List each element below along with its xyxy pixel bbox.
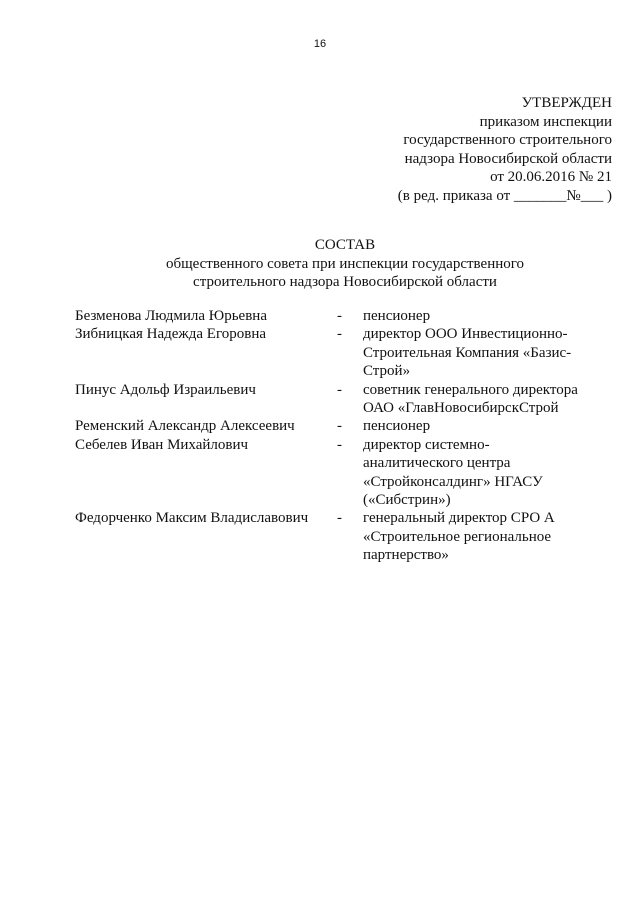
member-role-line: пенсионер xyxy=(363,418,431,435)
member-dash: - xyxy=(337,326,342,343)
member-role-line: пенсионер xyxy=(363,308,431,324)
member-role-line: «Строительное региональное xyxy=(363,528,552,545)
title-subtitle-line: общественного совета при инспекции государственного xyxy=(165,255,525,272)
member-name: Зибницкая Надежда Егоровна xyxy=(75,326,267,343)
approval-authority: государственного строительного xyxy=(403,132,612,149)
document-title xyxy=(0,236,640,292)
member-role-line: ОАО «ГлавНовосибирскСтрой xyxy=(363,400,559,417)
member-role-line: партнерство» xyxy=(363,547,449,564)
page-number: 16 xyxy=(313,38,327,50)
approval-authority-region: надзора Новосибирской области xyxy=(404,150,612,167)
member-role xyxy=(363,381,613,418)
member-dash: - xyxy=(337,381,342,398)
member-name: Безменова Людмила Юрьевна xyxy=(75,308,267,324)
member-row xyxy=(75,307,615,325)
member-name: Федорченко Максим Владиславович xyxy=(75,510,309,527)
approval-stamp xyxy=(398,94,612,206)
member-row xyxy=(75,325,615,380)
member-role xyxy=(363,436,613,510)
member-role-line: Строй» xyxy=(363,363,411,380)
member-role-line: советник генерального директора xyxy=(363,381,578,398)
member-role-line: Строительная Компания «Базис- xyxy=(363,344,572,361)
title-heading: СОСТАВ xyxy=(314,237,376,253)
member-row xyxy=(75,417,615,435)
member-role-line: аналитического центра xyxy=(363,455,511,472)
member-row xyxy=(75,436,615,510)
member-role-line: «Стройконсалдинг» НГАСУ xyxy=(363,473,543,490)
approval-revision: (в ред. приказа от _______№___ ) xyxy=(397,187,612,204)
member-role-line: директор системно- xyxy=(363,436,490,453)
member-role xyxy=(363,417,613,435)
title-subtitle-line: строительного надзора Новосибирской области xyxy=(193,274,497,291)
member-row xyxy=(75,509,615,564)
approval-date-number: от 20.06.2016 № 21 xyxy=(490,169,612,186)
member-dash: - xyxy=(337,418,342,435)
member-role-line: директор ООО Инвестиционно- xyxy=(363,326,568,343)
member-dash: - xyxy=(337,510,342,527)
member-role xyxy=(363,307,613,325)
member-dash: - xyxy=(337,436,342,453)
members-list xyxy=(75,307,615,565)
approval-heading: УТВЕРЖДЕН xyxy=(521,95,612,111)
member-name: Пинус Адольф Израильевич xyxy=(75,381,256,398)
approval-order: приказом инспекции xyxy=(479,113,612,130)
member-row xyxy=(75,381,615,418)
member-role-line: генеральный директор СРО А xyxy=(363,510,555,527)
member-role-line: («Сибстрин») xyxy=(363,492,451,509)
member-name: Себелев Иван Михайлович xyxy=(75,436,249,453)
member-name: Ременский Александр Алексеевич xyxy=(75,418,295,435)
member-role xyxy=(363,509,613,564)
member-role xyxy=(363,325,613,380)
member-dash: - xyxy=(337,308,342,324)
